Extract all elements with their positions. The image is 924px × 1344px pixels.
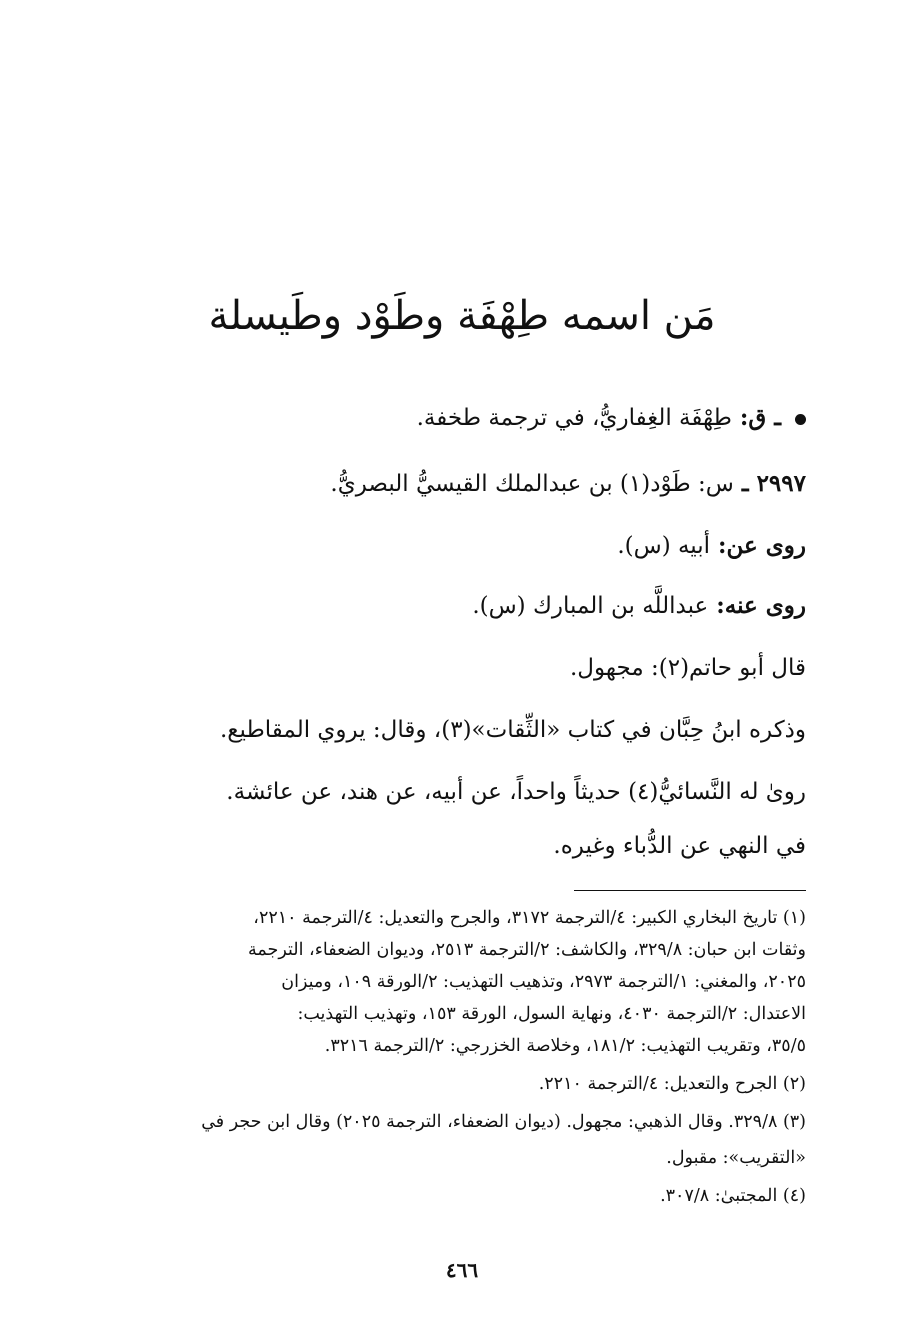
footnote-line: الاعتدال: ٢/الترجمة ٤٠٣٠، ونهاية السول، الورقة ١٥٣، وتهذيب التهذيب:: [297, 1004, 806, 1024]
entry-text: في النهي عن الدُّباء وغيره.: [553, 833, 806, 859]
entry-line: [330, 464, 806, 504]
entry-text: قال أبو حاتم(٢): مجهول.: [570, 655, 806, 681]
entry-line: [553, 826, 806, 866]
entry-text: س: طَوْد(١) بن عبدالملك القيسيُّ البصريُّ.: [330, 471, 734, 497]
footnote-line: «التقريب»: مقبول.: [666, 1148, 806, 1168]
entry-line: [226, 772, 806, 812]
entry-prefix: ـ ق:: [731, 404, 781, 431]
page-number: ٤٦٦: [445, 1258, 479, 1282]
footnote-line: ٢٠٢٥، والمغني: ١/الترجمة ٢٩٧٣، وتذهيب التهذيب: ٢/الورقة ١٠٩، وميزان: [281, 972, 806, 992]
entry-line: [570, 648, 806, 688]
footnote-line: (١) تاريخ البخاري الكبير: ٤/الترجمة ٣١٧٢، والجرح والتعديل: ٤/الترجمة ٢٢١٠،: [253, 908, 806, 928]
entry-text: أبيه (س).: [617, 533, 711, 559]
entry-text: روىٰ له النَّسائيُّ(٤) حديثاً واحداً، عن أبيه، عن هند، عن عائشة.: [226, 779, 806, 805]
bullet-icon: [795, 414, 806, 425]
footnote-line: (٤) المجتبىٰ: ٣٠٧/٨.: [660, 1186, 806, 1206]
entry-prefix: روى عنه:: [708, 592, 806, 619]
footnote-divider: [574, 890, 806, 891]
entry-number: ٢٩٩٧ ـ: [733, 470, 806, 497]
footnote-line: (٣) ٣٢٩/٨. وقال الذهبي: مجهول. (ديوان الضعفاء، الترجمة ٢٠٢٥) وقال ابن حجر في: [201, 1112, 806, 1132]
entry-text: عبداللَّه بن المبارك (س).: [472, 593, 709, 619]
footnote-line: وثقات ابن حبان: ٣٢٩/٨، والكاشف: ٢/الترجمة ٢٥١٣، وديوان الضعفاء، الترجمة: [248, 940, 806, 960]
entry-line: [472, 586, 806, 626]
entry-prefix: روى عن:: [710, 532, 806, 559]
entry-line: [220, 710, 806, 750]
entry-line: [617, 526, 806, 566]
entry-text: وذكره ابنُ حِبَّان في كتاب «الثِّقات»(٣)، وقال: يروي المقاطيع.: [219, 717, 806, 743]
entry-line: [417, 398, 806, 438]
footnote-line: ٣٥/٥، وتقريب التهذيب: ١٨١/٢، وخلاصة الخزرجي: ٢/الترجمة ٣٢١٦.: [324, 1036, 806, 1056]
entry-text: طِهْفَة الغِفاريُّ، في ترجمة طخفة.: [416, 405, 732, 431]
footnote-line: (٢) الجرح والتعديل: ٤/الترجمة ٢٢١٠.: [538, 1074, 806, 1094]
section-heading: مَن اسمه طِهْفَة وطَوْد وطَيسلة: [208, 293, 716, 339]
